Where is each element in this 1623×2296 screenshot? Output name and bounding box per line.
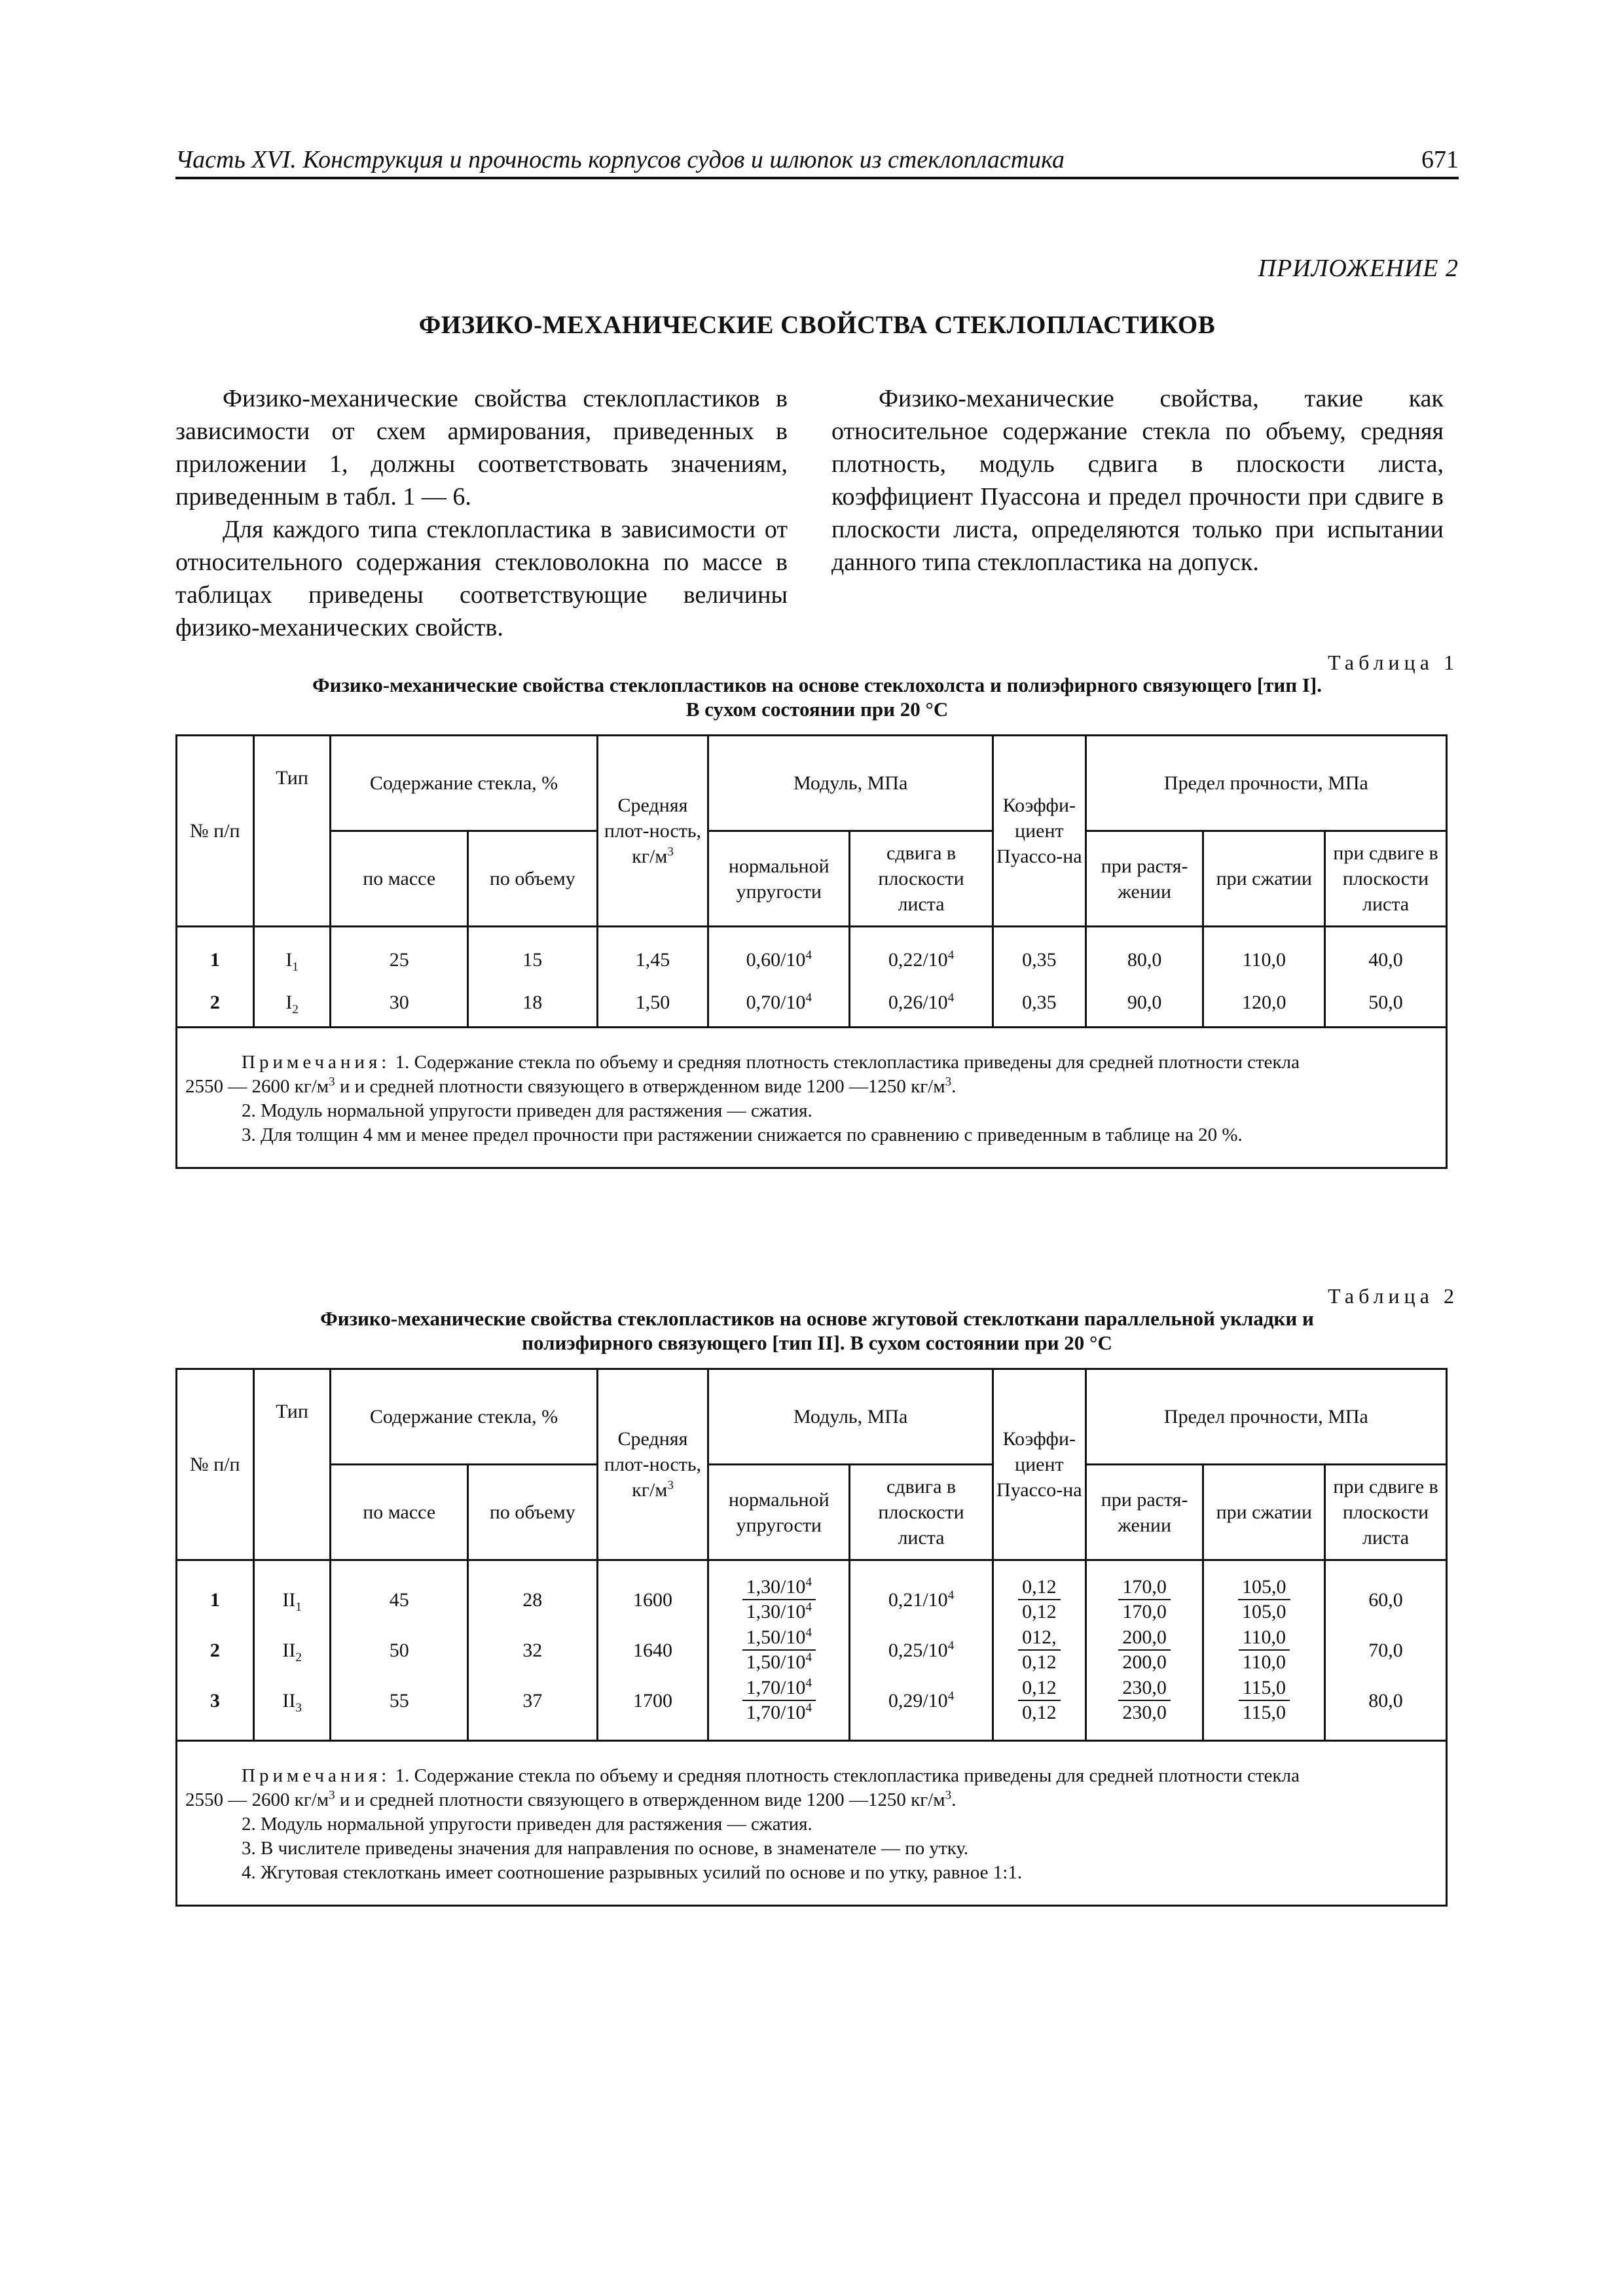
fraction-den: 230,0	[1122, 1702, 1167, 1724]
fraction-num: 0,12	[1018, 1575, 1061, 1600]
header-glass: Содержание стекла, %	[331, 1369, 597, 1465]
cell-mass: 45	[331, 1560, 468, 1624]
fraction	[1018, 1626, 1061, 1674]
fraction	[742, 1626, 816, 1674]
cell-tension	[1085, 1560, 1203, 1624]
cell-normal	[708, 979, 850, 1028]
cell-type-sub: 1	[292, 960, 299, 974]
cell-volume: 18	[467, 979, 597, 1028]
header-shear: сдвига в плоскости листа	[850, 1465, 993, 1560]
fraction-num-exp: 4	[805, 1575, 812, 1589]
fraction-num-exp: 4	[805, 1626, 812, 1640]
note-1b-exp2: 3	[945, 1075, 952, 1089]
page-number: 671	[1421, 146, 1459, 173]
fraction-den-text: 1,50/10	[746, 1651, 806, 1673]
fraction-den-text: 1,70/10	[746, 1702, 806, 1724]
fraction	[1239, 1626, 1290, 1674]
fraction-num	[742, 1626, 816, 1651]
table2-label: Таблица 2	[1328, 1284, 1459, 1308]
header-num: № п/п	[177, 736, 254, 927]
cell-shear	[850, 1624, 993, 1676]
cell-shear-exp: 4	[947, 1689, 955, 1703]
fraction-num: 230,0	[1118, 1676, 1171, 1701]
table1-caption-line1: Физико-механические свойства стеклопластиков на основе стеклохолста и полиэфирного связующего [тип I].	[312, 673, 1322, 696]
cell-shear-strength: 80,0	[1325, 1676, 1447, 1740]
header-rule	[175, 177, 1459, 179]
fraction-num: 0,12	[1018, 1676, 1061, 1701]
cell-shear	[850, 979, 993, 1028]
cell-poisson: 0,35	[993, 979, 1085, 1028]
fraction-num	[742, 1676, 816, 1701]
fraction-den-text: 1,30/10	[746, 1601, 806, 1623]
cell-normal	[708, 1676, 850, 1740]
cell-shear-exp: 4	[947, 1638, 955, 1653]
fraction	[1018, 1575, 1061, 1624]
cell-shear-text: 0,29/10	[888, 1689, 948, 1712]
intro-left-column	[175, 382, 788, 644]
header-shear-strength: при сдвиге в плоскости листа	[1325, 1465, 1447, 1560]
cell-type-sub: 1	[295, 1600, 302, 1614]
fraction-den: 115,0	[1242, 1702, 1286, 1724]
fraction-den	[742, 1651, 816, 1674]
header-by-mass: по массе	[331, 1465, 468, 1560]
cell-shear-exp: 4	[947, 991, 955, 1005]
note-1a-text: 1. Содержание стекла по объему и средняя плотность стеклопластика приведены для средней плотности стекла	[395, 1765, 1300, 1786]
cell-shear	[850, 1560, 993, 1624]
fraction	[1118, 1676, 1171, 1725]
fraction	[1118, 1626, 1171, 1674]
cell-type	[253, 979, 331, 1028]
header-density-unit: кг/м	[632, 846, 668, 867]
cell-num: 1	[177, 927, 254, 979]
cell-shear-exp: 4	[947, 1588, 955, 1602]
table2-notes	[177, 1740, 1447, 1905]
cell-type-text: II	[282, 1639, 296, 1661]
header-normal: нормальной упругости	[708, 1465, 850, 1560]
table1-caption	[175, 673, 1459, 721]
cell-poisson	[993, 1560, 1085, 1624]
cell-compression	[1203, 1560, 1325, 1624]
header-density-label: Средняя плот-ность,	[604, 795, 702, 842]
cell-volume: 32	[467, 1624, 597, 1676]
cell-tension	[1085, 1624, 1203, 1676]
header-poisson: Коэффи-циент Пуассо-на	[993, 1369, 1085, 1560]
fraction	[1118, 1575, 1171, 1624]
cell-density: 1600	[597, 1560, 708, 1624]
header-strength: Предел прочности, МПа	[1085, 1369, 1446, 1465]
table2-caption	[175, 1306, 1459, 1355]
fraction-den	[742, 1701, 816, 1725]
cell-mass: 55	[331, 1676, 468, 1740]
cell-shear	[850, 927, 993, 979]
section-title: ФИЗИКО-МЕХАНИЧЕСКИЕ СВОЙСТВА СТЕКЛОПЛАСТИКОВ	[418, 311, 1216, 339]
fraction-num: 170,0	[1118, 1575, 1171, 1600]
cell-normal	[708, 1624, 850, 1676]
header-tension: при растя-жении	[1085, 1465, 1203, 1560]
cell-compression: 110,0	[1203, 927, 1325, 979]
cell-shear-exp: 4	[947, 948, 955, 962]
note-1b-part2: и и средней плотности связующего в отвержденном виде 1200 —1250 кг/м	[335, 1789, 945, 1810]
fraction-den-exp: 4	[805, 1701, 812, 1715]
running-header-title: Часть XVI. Конструкция и прочность корпусов судов и шлюпок из стеклопластика	[175, 146, 1065, 173]
fraction	[742, 1676, 816, 1725]
table2-caption-line1: Физико-механические свойства стеклопластиков на основе жгутовой стеклоткани параллельной укладки и	[320, 1307, 1314, 1330]
header-by-volume: по объему	[467, 831, 597, 927]
header-density	[597, 736, 708, 927]
fraction-den: 110,0	[1242, 1651, 1286, 1673]
cell-type-text: II	[282, 1588, 296, 1611]
header-density-exp: 3	[667, 1479, 674, 1492]
header-normal: нормальной упругости	[708, 831, 850, 927]
fraction-num-exp: 4	[805, 1676, 812, 1691]
header-type: Тип	[253, 736, 331, 927]
cell-type	[253, 1560, 331, 1624]
note-1b-exp2: 3	[945, 1787, 952, 1802]
cell-volume: 15	[467, 927, 597, 979]
cell-type-text: II	[282, 1689, 296, 1712]
cell-type	[253, 1624, 331, 1676]
fraction	[1239, 1676, 1290, 1725]
cell-type	[253, 1676, 331, 1740]
table1	[175, 734, 1448, 1169]
header-poisson: Коэффи-циент Пуассо-на	[993, 736, 1085, 927]
fraction-den: 0,12	[1022, 1702, 1057, 1724]
cell-mass: 25	[331, 927, 468, 979]
header-glass: Содержание стекла, %	[331, 736, 597, 831]
table-row	[177, 979, 1447, 1028]
cell-tension: 80,0	[1085, 927, 1203, 979]
header-compression: при сжатии	[1203, 831, 1325, 927]
cell-density: 1,50	[597, 979, 708, 1028]
cell-tension: 90,0	[1085, 979, 1203, 1028]
table-row	[177, 1624, 1447, 1676]
cell-poisson	[993, 1676, 1085, 1740]
notes-title: Примечания:	[242, 1052, 391, 1073]
cell-shear-strength: 60,0	[1325, 1560, 1447, 1624]
intro-paragraph-2: Для каждого типа стеклопластика в зависимости от относительного содержания стекловолокна по массе в таблицах приведены соответствующие величины физико-механических свойств.	[175, 516, 788, 641]
cell-num: 2	[177, 979, 254, 1028]
fraction	[1238, 1575, 1290, 1624]
cell-num: 2	[177, 1624, 254, 1676]
fraction-num: 105,0	[1238, 1575, 1290, 1600]
cell-type-sub: 2	[292, 1003, 299, 1017]
cell-tension	[1085, 1676, 1203, 1740]
cell-shear-text: 0,21/10	[888, 1588, 948, 1611]
cell-shear-strength: 70,0	[1325, 1624, 1447, 1676]
note-1b-part1: 2550 — 2600 кг/м	[185, 1789, 329, 1810]
running-header	[175, 143, 1459, 179]
fraction-den: 0,12	[1022, 1651, 1057, 1673]
note-2: 2. Модуль нормальной упругости приведен для растяжения — сжатия.	[242, 1100, 812, 1121]
note-4: 4. Жгутовая стеклоткань имеет соотношение разрывных усилий по основе и по утку, равное 1:1.	[242, 1861, 1023, 1883]
cell-type-sub: 3	[295, 1700, 302, 1715]
note-1b-exp1: 3	[329, 1075, 335, 1089]
note-1b-period: .	[951, 1076, 957, 1097]
cell-poisson: 0,35	[993, 927, 1085, 979]
fraction-num: 200,0	[1118, 1626, 1171, 1651]
note-1b-period: .	[951, 1789, 957, 1810]
table-row	[177, 1560, 1447, 1624]
header-shear: сдвига в плоскости листа	[850, 831, 993, 927]
header-modulus: Модуль, МПа	[708, 736, 993, 831]
cell-density: 1700	[597, 1676, 708, 1740]
table1-caption-line2: В сухом состоянии при 20 °С	[685, 698, 949, 721]
note-1b-part2: и и средней плотности связующего в отвержденном виде 1200 —1250 кг/м	[335, 1076, 945, 1097]
cell-compression	[1203, 1676, 1325, 1740]
fraction-den: 200,0	[1122, 1651, 1167, 1673]
cell-compression	[1203, 1624, 1325, 1676]
cell-type-text: I	[285, 948, 293, 971]
header-strength: Предел прочности, МПа	[1085, 736, 1446, 831]
cell-volume: 37	[467, 1676, 597, 1740]
appendix-label: ПРИЛОЖЕНИЕ 2	[1258, 255, 1459, 282]
cell-volume: 28	[467, 1560, 597, 1624]
cell-normal-exp: 4	[805, 948, 812, 962]
cell-poisson	[993, 1624, 1085, 1676]
intro-paragraph-1: Физико-механические свойства стеклопластиков в зависимости от схем армирования, приведенных в приложении 1, должны соответствовать значениям, приведенным в табл. 1 — 6.	[175, 385, 788, 511]
cell-normal	[708, 927, 850, 979]
table-row	[177, 1676, 1447, 1740]
table1-label: Таблица 1	[1328, 651, 1459, 674]
header-density-label: Средняя плот-ность,	[604, 1428, 702, 1475]
note-1b	[185, 1788, 1438, 1812]
notes-title: Примечания:	[242, 1765, 391, 1786]
cell-type-text: I	[285, 992, 293, 1014]
table2-caption-line2: полиэфирного связующего [тип II]. В сухом состоянии при 20 °С	[522, 1331, 1112, 1354]
table2	[175, 1368, 1448, 1907]
cell-compression: 120,0	[1203, 979, 1325, 1028]
fraction	[1018, 1676, 1061, 1725]
note-3: 3. В числителе приведены значения для направления по основе, в знаменателе — по утку.	[242, 1837, 969, 1859]
table-row	[177, 927, 1447, 979]
header-type: Тип	[253, 1369, 331, 1560]
cell-shear	[850, 1676, 993, 1740]
fraction-num-text: 1,70/10	[746, 1677, 806, 1699]
header-density-exp: 3	[667, 845, 674, 859]
cell-num: 3	[177, 1676, 254, 1740]
header-density-unit: кг/м	[632, 1479, 668, 1501]
note-3: 3. Для толщин 4 мм и менее предел прочности при растяжении снижается по сравнению с приведенным в таблице на 20 %.	[242, 1124, 1243, 1145]
fraction-den-exp: 4	[805, 1651, 812, 1664]
intro-right-column	[831, 382, 1444, 579]
note-1a	[185, 1050, 1438, 1075]
cell-density: 1,45	[597, 927, 708, 979]
header-density	[597, 1369, 708, 1560]
fraction	[742, 1575, 816, 1624]
header-tension: при растя-жении	[1085, 831, 1203, 927]
cell-normal-exp: 4	[805, 991, 812, 1005]
cell-normal-text: 0,70/10	[746, 992, 806, 1014]
cell-shear-text: 0,22/10	[888, 948, 948, 971]
cell-normal	[708, 1560, 850, 1624]
fraction-num-text: 1,50/10	[746, 1626, 806, 1648]
table1-notes	[177, 1028, 1447, 1168]
fraction-den	[742, 1600, 816, 1624]
cell-type-sub: 2	[295, 1650, 302, 1664]
cell-normal-text: 0,60/10	[746, 948, 806, 971]
fraction-num: 115,0	[1239, 1676, 1290, 1701]
header-compression: при сжатии	[1203, 1465, 1325, 1560]
note-1a-text: 1. Содержание стекла по объему и средняя плотность стеклопластика приведены для средней плотности стекла	[395, 1052, 1300, 1073]
note-1b-exp1: 3	[329, 1787, 335, 1802]
cell-shear-text: 0,26/10	[888, 992, 948, 1014]
fraction-den-exp: 4	[805, 1600, 812, 1614]
cell-shear-text: 0,25/10	[888, 1639, 948, 1661]
header-num: № п/п	[177, 1369, 254, 1560]
cell-shear-strength: 40,0	[1325, 927, 1447, 979]
cell-mass: 30	[331, 979, 468, 1028]
header-shear-strength: при сдвиге в плоскости листа	[1325, 831, 1447, 927]
fraction-den: 0,12	[1022, 1601, 1057, 1623]
cell-num: 1	[177, 1560, 254, 1624]
header-by-volume: по объему	[467, 1465, 597, 1560]
cell-density: 1640	[597, 1624, 708, 1676]
fraction-den: 105,0	[1242, 1601, 1286, 1623]
note-1b	[185, 1075, 1438, 1099]
fraction-den: 170,0	[1122, 1601, 1167, 1623]
header-by-mass: по массе	[331, 831, 468, 927]
note-1b-part1: 2550 — 2600 кг/м	[185, 1076, 329, 1097]
fraction-num-text: 1,30/10	[746, 1576, 806, 1598]
fraction-num: 110,0	[1239, 1626, 1290, 1651]
header-modulus: Модуль, МПа	[708, 1369, 993, 1465]
cell-shear-strength: 50,0	[1325, 979, 1447, 1028]
cell-mass: 50	[331, 1624, 468, 1676]
cell-type	[253, 927, 331, 979]
fraction-num: 012,	[1018, 1626, 1061, 1651]
note-2: 2. Модуль нормальной упругости приведен для растяжения — сжатия.	[242, 1813, 812, 1835]
fraction-num	[742, 1575, 816, 1600]
intro-paragraph-3: Физико-механические свойства, такие как относительное содержание стекла по объему, средняя плотность, модуль сдвига в плоскости листа, коэффициент Пуассона и предел прочности при сдвиге в плоскости листа, определяются только при испытании данного типа стеклопластика на допуск.	[831, 385, 1444, 576]
note-1a	[185, 1764, 1438, 1788]
